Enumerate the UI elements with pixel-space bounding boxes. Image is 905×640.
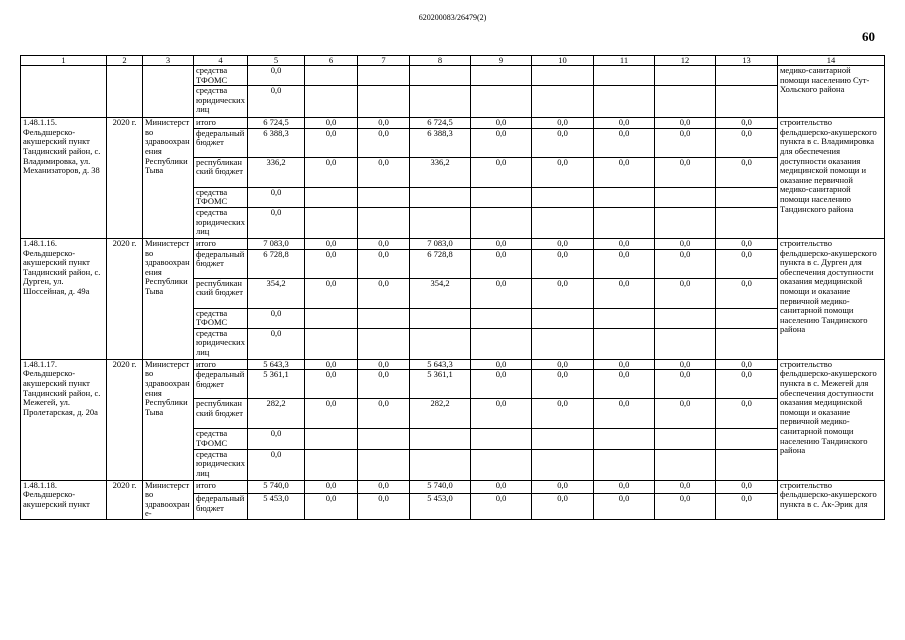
column-header: 8	[410, 56, 471, 66]
value-col-8	[410, 328, 471, 359]
value-col-7: 0,0	[358, 359, 410, 370]
value-col-8: 5 361,1	[410, 370, 471, 399]
funding-source-cell: итого	[194, 238, 248, 249]
value-col-10: 0,0	[532, 249, 594, 278]
value-col-6: 0,0	[305, 278, 358, 308]
value-col-10	[532, 449, 594, 480]
column-header: 4	[194, 56, 248, 66]
object-name-cell: 1.48.1.17. Фельдшерско-акушерский пункт Тандинский район, с. Межегей, ул. Пролетарская, д. 20а	[21, 359, 107, 480]
table-row	[21, 480, 885, 494]
value-col-6	[305, 328, 358, 359]
value-col-10: 0,0	[532, 128, 594, 157]
value-col-11	[594, 429, 655, 449]
value-col-7	[358, 86, 410, 118]
value-col-9	[471, 86, 532, 118]
value-col-7	[358, 66, 410, 86]
value-col-13: 0,0	[716, 480, 778, 494]
value-col-11	[594, 86, 655, 118]
value-col-10	[532, 66, 594, 86]
ministry-cell: Министерство здравоохране-	[143, 480, 194, 519]
value-col-8: 5 643,3	[410, 359, 471, 370]
value-col-10: 0,0	[532, 399, 594, 429]
value-col-7	[358, 328, 410, 359]
funding-source-cell: федеральный бюджет	[194, 494, 248, 520]
value-col-5: 5 740,0	[248, 480, 305, 494]
value-col-11: 0,0	[594, 399, 655, 429]
ministry-cell	[143, 66, 194, 118]
value-col-10: 0,0	[532, 278, 594, 308]
value-col-6: 0,0	[305, 249, 358, 278]
value-col-11: 0,0	[594, 278, 655, 308]
column-header: 10	[532, 56, 594, 66]
value-col-13: 0,0	[716, 399, 778, 429]
value-col-11: 0,0	[594, 157, 655, 187]
value-col-9: 0,0	[471, 494, 532, 520]
value-col-7	[358, 187, 410, 207]
value-col-9	[471, 187, 532, 207]
column-number-row	[21, 56, 885, 66]
funding-source-cell: республиканский бюджет	[194, 278, 248, 308]
column-header: 2	[107, 56, 143, 66]
ministry-cell: Министерство здравоохранения Республики Тыва	[143, 238, 194, 359]
value-col-8: 336,2	[410, 157, 471, 187]
value-col-11	[594, 328, 655, 359]
value-col-11: 0,0	[594, 359, 655, 370]
value-col-6: 0,0	[305, 238, 358, 249]
value-col-9	[471, 429, 532, 449]
value-col-13: 0,0	[716, 249, 778, 278]
description-cell: медико-санитарной помощи населению Сут-Хольского района	[778, 66, 885, 118]
value-col-7: 0,0	[358, 278, 410, 308]
value-col-9	[471, 328, 532, 359]
value-col-12	[655, 187, 716, 207]
funding-source-cell: федеральный бюджет	[194, 249, 248, 278]
funding-source-cell: итого	[194, 118, 248, 129]
column-header: 7	[358, 56, 410, 66]
object-name-cell	[21, 66, 107, 118]
funding-source-cell: средства юридических лиц	[194, 207, 248, 238]
value-col-10: 0,0	[532, 494, 594, 520]
value-col-9: 0,0	[471, 359, 532, 370]
object-name-cell: 1.48.1.15. Фельдшерско-акушерский пункт Тандинский район, с. Владимировка, ул. Механизаторов, д. 38	[21, 118, 107, 239]
value-col-11	[594, 187, 655, 207]
table-row	[21, 359, 885, 370]
value-col-5: 7 083,0	[248, 238, 305, 249]
value-col-8	[410, 187, 471, 207]
funding-source-cell: федеральный бюджет	[194, 370, 248, 399]
value-col-9: 0,0	[471, 278, 532, 308]
value-col-13: 0,0	[716, 370, 778, 399]
value-col-12: 0,0	[655, 238, 716, 249]
value-col-10: 0,0	[532, 370, 594, 399]
value-col-9: 0,0	[471, 370, 532, 399]
description-cell: строительство фельдшерско-акушерского пункта в с. Владимировка для обеспечения доступности оказания медицинской помощи и оказание первичной медико-санитарной помощи населению Тандинского района	[778, 118, 885, 239]
value-col-9	[471, 207, 532, 238]
value-col-8	[410, 449, 471, 480]
value-col-12	[655, 86, 716, 118]
value-col-10	[532, 86, 594, 118]
funding-source-cell: республиканский бюджет	[194, 157, 248, 187]
object-name-cell: 1.48.1.18. Фельдшерско-акушерский пункт	[21, 480, 107, 519]
value-col-10: 0,0	[532, 118, 594, 129]
value-col-5: 0,0	[248, 449, 305, 480]
description-cell: строительство фельдшерско-акушерского пункта в с. Ак-Эрик для	[778, 480, 885, 519]
value-col-13	[716, 207, 778, 238]
value-col-12	[655, 429, 716, 449]
value-col-8: 5 453,0	[410, 494, 471, 520]
value-col-13: 0,0	[716, 494, 778, 520]
funding-source-cell: федеральный бюджет	[194, 128, 248, 157]
year-cell: 2020 г.	[107, 238, 143, 359]
ministry-cell: Министерство здравоохранения Республики Тыва	[143, 359, 194, 480]
value-col-5: 5 361,1	[248, 370, 305, 399]
value-col-8: 6 388,3	[410, 128, 471, 157]
value-col-10: 0,0	[532, 157, 594, 187]
column-header: 11	[594, 56, 655, 66]
value-col-13	[716, 328, 778, 359]
value-col-12	[655, 328, 716, 359]
funding-source-cell: средства юридических лиц	[194, 86, 248, 118]
value-col-6: 0,0	[305, 157, 358, 187]
value-col-5: 0,0	[248, 429, 305, 449]
value-col-8: 282,2	[410, 399, 471, 429]
value-col-12: 0,0	[655, 278, 716, 308]
value-col-5: 0,0	[248, 187, 305, 207]
value-col-9: 0,0	[471, 480, 532, 494]
value-col-7	[358, 429, 410, 449]
value-col-6	[305, 449, 358, 480]
value-col-13: 0,0	[716, 238, 778, 249]
value-col-11: 0,0	[594, 370, 655, 399]
value-col-11: 0,0	[594, 128, 655, 157]
value-col-6	[305, 86, 358, 118]
year-cell: 2020 г.	[107, 118, 143, 239]
value-col-6: 0,0	[305, 494, 358, 520]
value-col-10	[532, 187, 594, 207]
value-col-11	[594, 449, 655, 480]
value-col-8: 6 724,5	[410, 118, 471, 129]
value-col-9: 0,0	[471, 128, 532, 157]
value-col-9: 0,0	[471, 399, 532, 429]
page-number: 60	[862, 29, 875, 44]
value-col-7	[358, 207, 410, 238]
value-col-5: 6 724,5	[248, 118, 305, 129]
value-col-8: 6 728,8	[410, 249, 471, 278]
value-col-5: 5 643,3	[248, 359, 305, 370]
value-col-13	[716, 86, 778, 118]
value-col-12: 0,0	[655, 118, 716, 129]
value-col-13: 0,0	[716, 157, 778, 187]
value-col-12: 0,0	[655, 359, 716, 370]
value-col-5: 0,0	[248, 66, 305, 86]
object-name-cell: 1.48.1.16. Фельдшерско-акушерский пункт Тандинский район, с. Дурген, ул. Шоссейная, д. 49а	[21, 238, 107, 359]
value-col-11: 0,0	[594, 238, 655, 249]
value-col-12: 0,0	[655, 249, 716, 278]
value-col-7: 0,0	[358, 494, 410, 520]
value-col-11	[594, 308, 655, 328]
value-col-10	[532, 308, 594, 328]
value-col-9: 0,0	[471, 238, 532, 249]
value-col-13: 0,0	[716, 128, 778, 157]
value-col-5: 0,0	[248, 308, 305, 328]
value-col-7: 0,0	[358, 157, 410, 187]
column-header: 9	[471, 56, 532, 66]
year-cell	[107, 66, 143, 118]
value-col-7: 0,0	[358, 399, 410, 429]
value-col-7: 0,0	[358, 370, 410, 399]
value-col-11: 0,0	[594, 480, 655, 494]
value-col-10: 0,0	[532, 238, 594, 249]
value-col-10	[532, 207, 594, 238]
value-col-13	[716, 308, 778, 328]
document-id: 620200083/26479(2)	[418, 13, 487, 22]
value-col-5: 0,0	[248, 328, 305, 359]
value-col-12: 0,0	[655, 399, 716, 429]
description-cell: строительство фельдшерско-акушерского пункта в с. Дурген для обеспечения доступности оказания медицинской помощи и оказание первичной медико-санитарной помощи населению Тандинского района	[778, 238, 885, 359]
ministry-cell: Министерство здравоохранения Республики Тыва	[143, 118, 194, 239]
value-col-6	[305, 308, 358, 328]
value-col-7: 0,0	[358, 480, 410, 494]
value-col-7: 0,0	[358, 128, 410, 157]
value-col-8	[410, 66, 471, 86]
value-col-12: 0,0	[655, 157, 716, 187]
value-col-8: 7 083,0	[410, 238, 471, 249]
column-header: 5	[248, 56, 305, 66]
value-col-7	[358, 449, 410, 480]
value-col-11	[594, 66, 655, 86]
table-row	[21, 118, 885, 129]
column-header: 13	[716, 56, 778, 66]
value-col-6: 0,0	[305, 128, 358, 157]
table-row	[21, 238, 885, 249]
value-col-5: 282,2	[248, 399, 305, 429]
value-col-5: 336,2	[248, 157, 305, 187]
value-col-8	[410, 86, 471, 118]
value-col-5: 5 453,0	[248, 494, 305, 520]
value-col-12: 0,0	[655, 370, 716, 399]
value-col-8	[410, 308, 471, 328]
value-col-6	[305, 66, 358, 86]
value-col-6: 0,0	[305, 370, 358, 399]
value-col-10: 0,0	[532, 480, 594, 494]
funding-source-cell: средства ТФОМС	[194, 308, 248, 328]
value-col-6: 0,0	[305, 118, 358, 129]
year-cell: 2020 г.	[107, 359, 143, 480]
column-header: 1	[21, 56, 107, 66]
value-col-9	[471, 308, 532, 328]
value-col-11: 0,0	[594, 118, 655, 129]
value-col-13: 0,0	[716, 278, 778, 308]
budget-table	[20, 55, 885, 520]
value-col-10: 0,0	[532, 359, 594, 370]
funding-source-cell: средства ТФОМС	[194, 66, 248, 86]
value-col-5: 6 728,8	[248, 249, 305, 278]
value-col-11	[594, 207, 655, 238]
year-cell: 2020 г.	[107, 480, 143, 519]
value-col-13	[716, 429, 778, 449]
funding-source-cell: итого	[194, 480, 248, 494]
value-col-7: 0,0	[358, 118, 410, 129]
value-col-9: 0,0	[471, 157, 532, 187]
value-col-5: 354,2	[248, 278, 305, 308]
funding-source-cell: итого	[194, 359, 248, 370]
value-col-5: 0,0	[248, 207, 305, 238]
value-col-13	[716, 66, 778, 86]
funding-source-cell: средства юридических лиц	[194, 449, 248, 480]
value-col-6	[305, 207, 358, 238]
value-col-12: 0,0	[655, 128, 716, 157]
value-col-12	[655, 66, 716, 86]
funding-source-cell: средства ТФОМС	[194, 429, 248, 449]
value-col-12	[655, 449, 716, 480]
value-col-13: 0,0	[716, 359, 778, 370]
value-col-6: 0,0	[305, 480, 358, 494]
value-col-10	[532, 328, 594, 359]
value-col-6: 0,0	[305, 359, 358, 370]
value-col-5: 0,0	[248, 86, 305, 118]
table-row	[21, 66, 885, 86]
column-header: 6	[305, 56, 358, 66]
value-col-11: 0,0	[594, 494, 655, 520]
value-col-13: 0,0	[716, 118, 778, 129]
value-col-9: 0,0	[471, 249, 532, 278]
value-col-13	[716, 187, 778, 207]
value-col-12	[655, 207, 716, 238]
value-col-7: 0,0	[358, 249, 410, 278]
value-col-7	[358, 308, 410, 328]
value-col-9: 0,0	[471, 118, 532, 129]
value-col-12: 0,0	[655, 494, 716, 520]
funding-source-cell: республиканский бюджет	[194, 399, 248, 429]
value-col-9	[471, 449, 532, 480]
funding-source-cell: средства юридических лиц	[194, 328, 248, 359]
value-col-6	[305, 429, 358, 449]
value-col-10	[532, 429, 594, 449]
value-col-9	[471, 66, 532, 86]
value-col-6	[305, 187, 358, 207]
value-col-13	[716, 449, 778, 480]
value-col-12	[655, 308, 716, 328]
value-col-8: 354,2	[410, 278, 471, 308]
value-col-12: 0,0	[655, 480, 716, 494]
funding-source-cell: средства ТФОМС	[194, 187, 248, 207]
description-cell: строительство фельдшерско-акушерского пункта в с. Межегей для обеспечения доступности оказания медицинской помощи и оказание первичной медико-санитарной помощи населению Тандинского района	[778, 359, 885, 480]
value-col-8	[410, 207, 471, 238]
value-col-8	[410, 429, 471, 449]
value-col-6: 0,0	[305, 399, 358, 429]
column-header: 12	[655, 56, 716, 66]
value-col-11: 0,0	[594, 249, 655, 278]
value-col-7: 0,0	[358, 238, 410, 249]
value-col-5: 6 388,3	[248, 128, 305, 157]
column-header: 14	[778, 56, 885, 66]
column-header: 3	[143, 56, 194, 66]
value-col-8: 5 740,0	[410, 480, 471, 494]
